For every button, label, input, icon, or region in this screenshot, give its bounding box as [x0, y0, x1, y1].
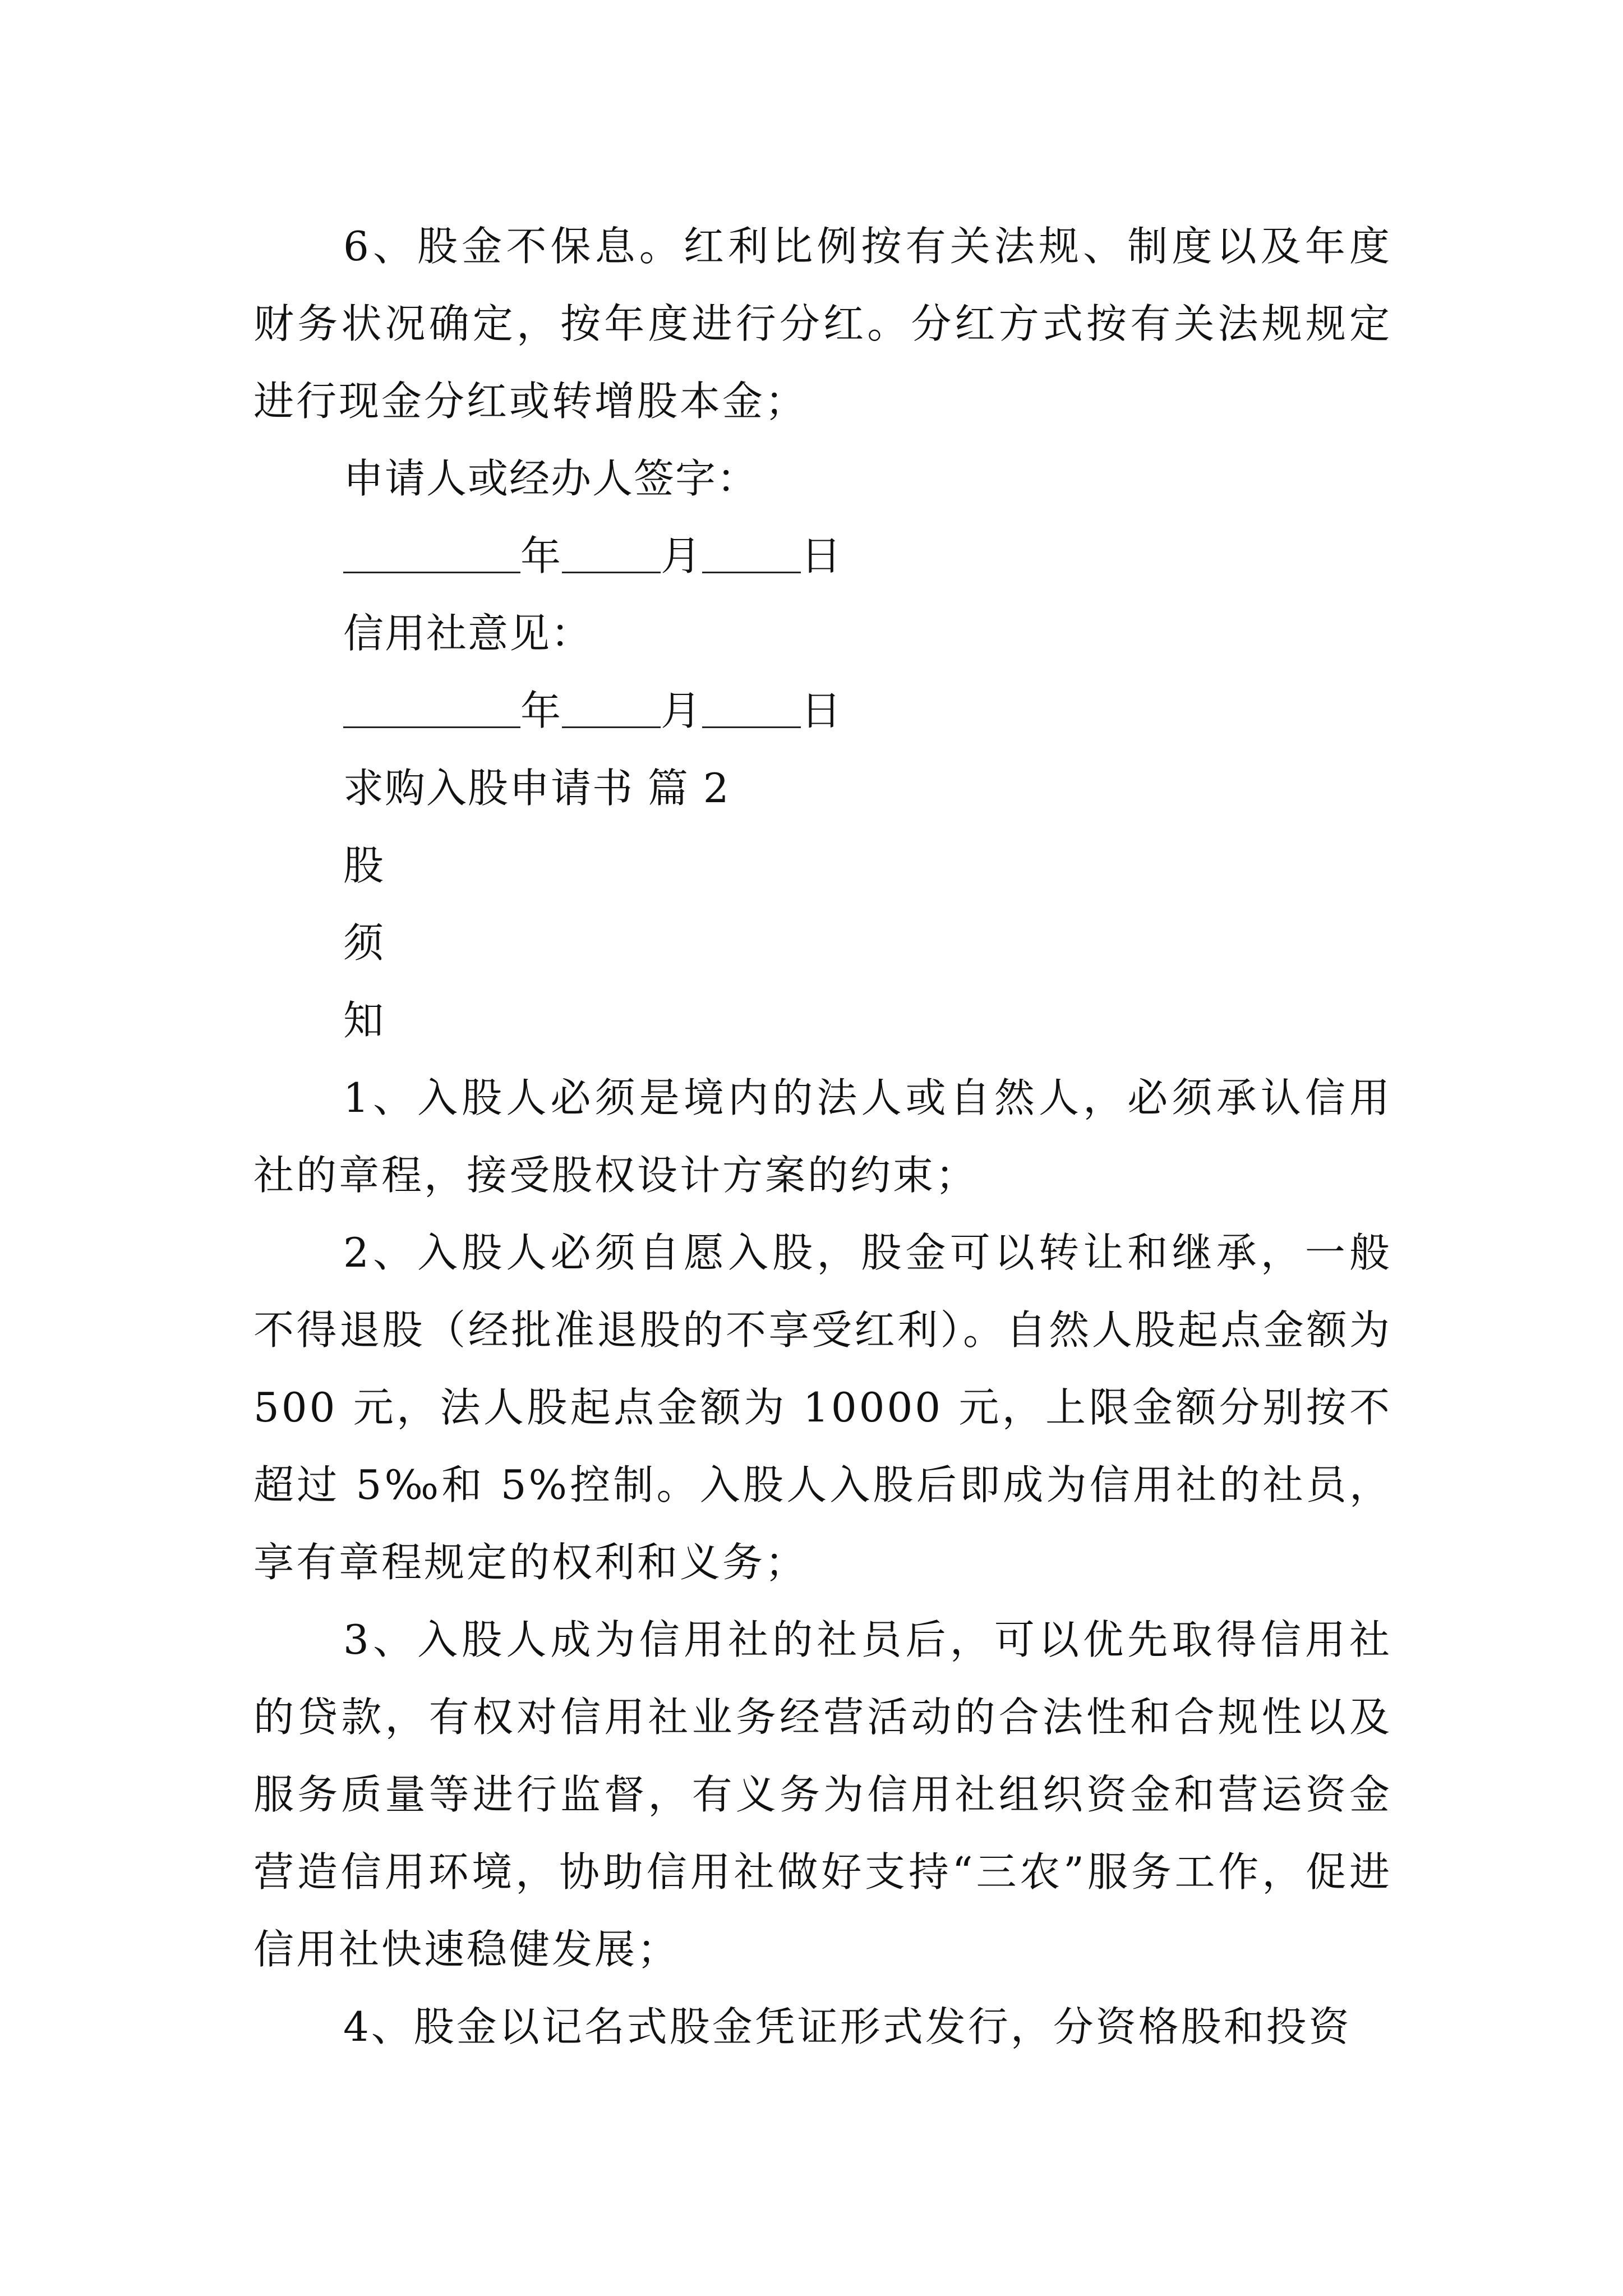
paragraph-item-1: 1、入股人必须是境内的法人或自然人，必须承认信用社的章程，接受股权设计方案的约束； — [253, 1074, 1392, 1199]
notice-char: 须 — [343, 919, 385, 967]
notice-char: 股 — [343, 842, 385, 889]
year-blank — [343, 530, 520, 573]
month-blank — [562, 685, 661, 728]
day-label: 日 — [801, 687, 843, 734]
month-blank — [562, 530, 661, 573]
applicant-signature-label: 申请人或经办人签字： — [343, 455, 759, 502]
day-blank — [702, 685, 801, 728]
opinion-date-line — [253, 672, 1392, 749]
section-title: 求购入股申请书 篇 2 — [343, 765, 730, 812]
notice-char: 知 — [343, 997, 385, 1044]
day-label: 日 — [801, 532, 843, 579]
year-label: 年 — [520, 532, 562, 579]
month-label: 月 — [661, 687, 703, 734]
year-label: 年 — [520, 687, 562, 734]
paragraph-item-2: 2、入股人必须自愿入股，股金可以转让和继承，一般不得退股（经批准退股的不享受红利）。自然人股起点金额为 500 元，法人股起点金额为 10000 元，上限金额分别按不超过 5‰和 5%控制。入股人入股后即成为信用社的社员，享有章程规定的权利和义务； — [253, 1229, 1392, 1586]
document-content — [253, 208, 1392, 2065]
paragraph-item-6: 6、股金不保息。红利比例按有关法规、制度以及年度财务状况确定，按年度进行分红。分红方式按有关法规规定进行现金分红或转增股本金； — [253, 223, 1392, 425]
year-blank — [343, 685, 520, 728]
paragraph-item-4: 4、股金以记名式股金凭证形式发行，分资格股和投资 — [343, 2003, 1352, 2050]
paragraph-item-3: 3、入股人成为信用社的社员后，可以优先取得信用社的贷款，有权对信用社业务经营活动的合法性和合规性以及服务质量等进行监督，有义务为信用社组织资金和营运资金营造信用环境，协助信用社做好支持“三农”服务工作，促进信用社快速稳健发展； — [253, 1616, 1392, 1973]
day-blank — [702, 530, 801, 573]
applicant-date-line — [253, 517, 1392, 595]
credit-union-opinion-label: 信用社意见： — [343, 610, 593, 657]
month-label: 月 — [661, 532, 703, 579]
